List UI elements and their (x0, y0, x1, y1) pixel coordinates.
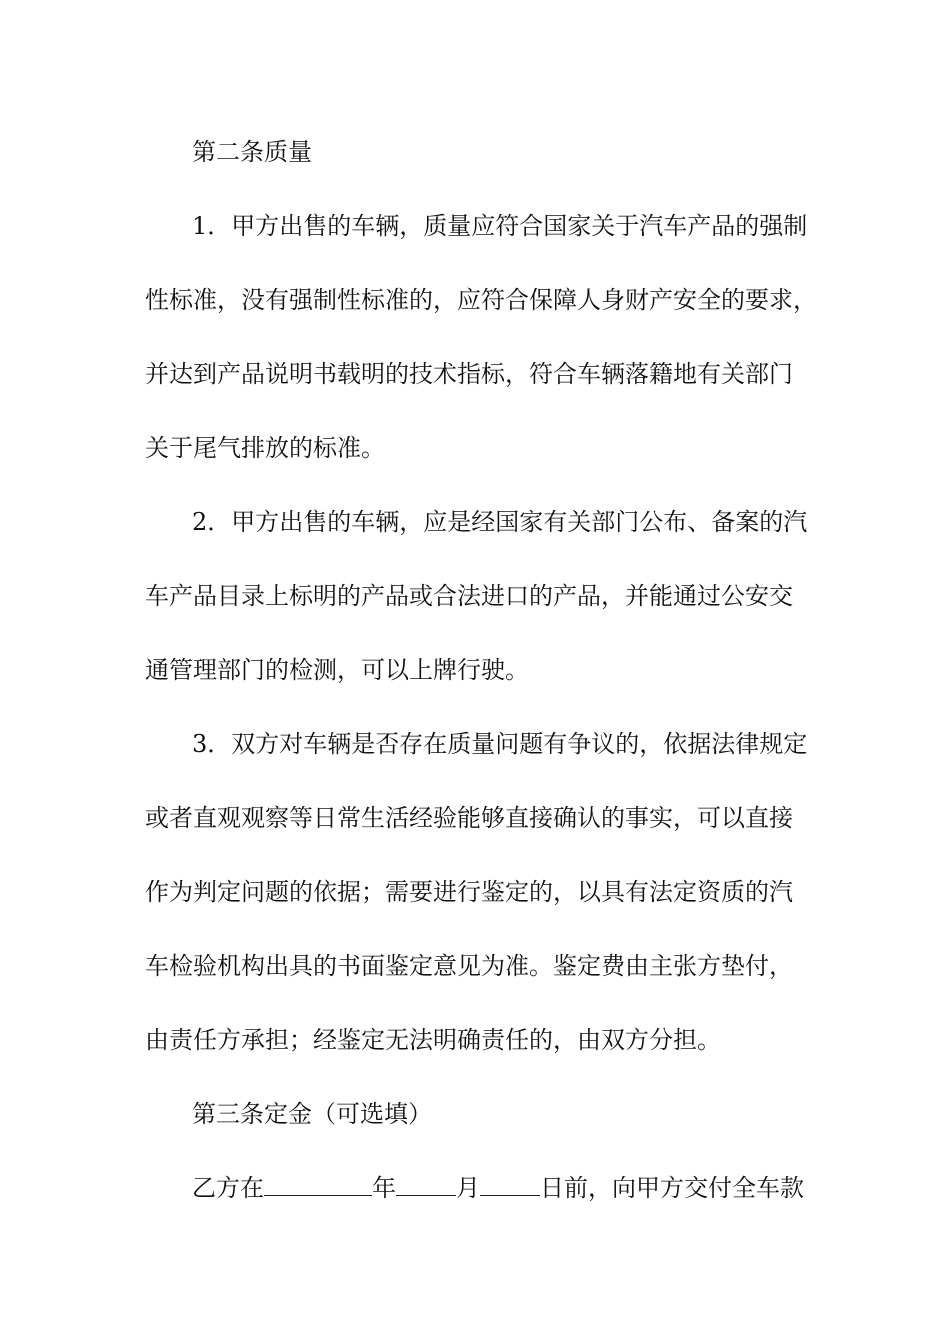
clause-3-line-1: 3．双方对车辆是否存在质量问题有争议的，依据法律规定 (192, 730, 808, 758)
year-label: 年 (372, 1174, 396, 1202)
clause-1-line-3: 并达到产品说明书载明的技术指标，符合车辆落籍地有关部门 (145, 360, 793, 388)
month-label: 月 (456, 1174, 480, 1202)
clause-2-line-3: 通管理部门的检测，可以上牌行驶。 (145, 656, 529, 684)
clause-1-line-4: 关于尾气排放的标准。 (145, 434, 385, 462)
article-2-heading: 第二条质量 (192, 138, 312, 166)
deposit-line (192, 1172, 804, 1204)
clause-3-line-2: 或者直观观察等日常生活经验能够直接确认的事实，可以直接 (145, 804, 793, 832)
day-blank-field[interactable] (480, 1173, 540, 1196)
clause-3-line-4: 车检验机构出具的书面鉴定意见为准。鉴定费由主张方垫付， (145, 952, 793, 980)
clause-3-line-5: 由责任方承担；经鉴定无法明确责任的，由双方分担。 (145, 1026, 721, 1054)
clause-3-line-3: 作为判定问题的依据；需要进行鉴定的，以具有法定资质的汽 (145, 878, 793, 906)
deposit-suffix: 日前，向甲方交付全车款 (540, 1174, 804, 1202)
month-blank-field[interactable] (396, 1173, 456, 1196)
clause-2-line-1: 2．甲方出售的车辆，应是经国家有关部门公布、备案的汽 (192, 508, 808, 536)
deposit-prefix: 乙方在 (192, 1174, 264, 1202)
clause-1-line-1: 1．甲方出售的车辆，质量应符合国家关于汽车产品的强制 (192, 212, 808, 240)
clause-1-line-2: 性标准，没有强制性标准的，应符合保障人身财产安全的要求， (145, 286, 817, 314)
article-3-heading: 第三条定金（可选填） (192, 1100, 432, 1128)
year-blank-field[interactable] (264, 1173, 372, 1196)
clause-2-line-2: 车产品目录上标明的产品或合法进口的产品，并能通过公安交 (145, 582, 793, 610)
